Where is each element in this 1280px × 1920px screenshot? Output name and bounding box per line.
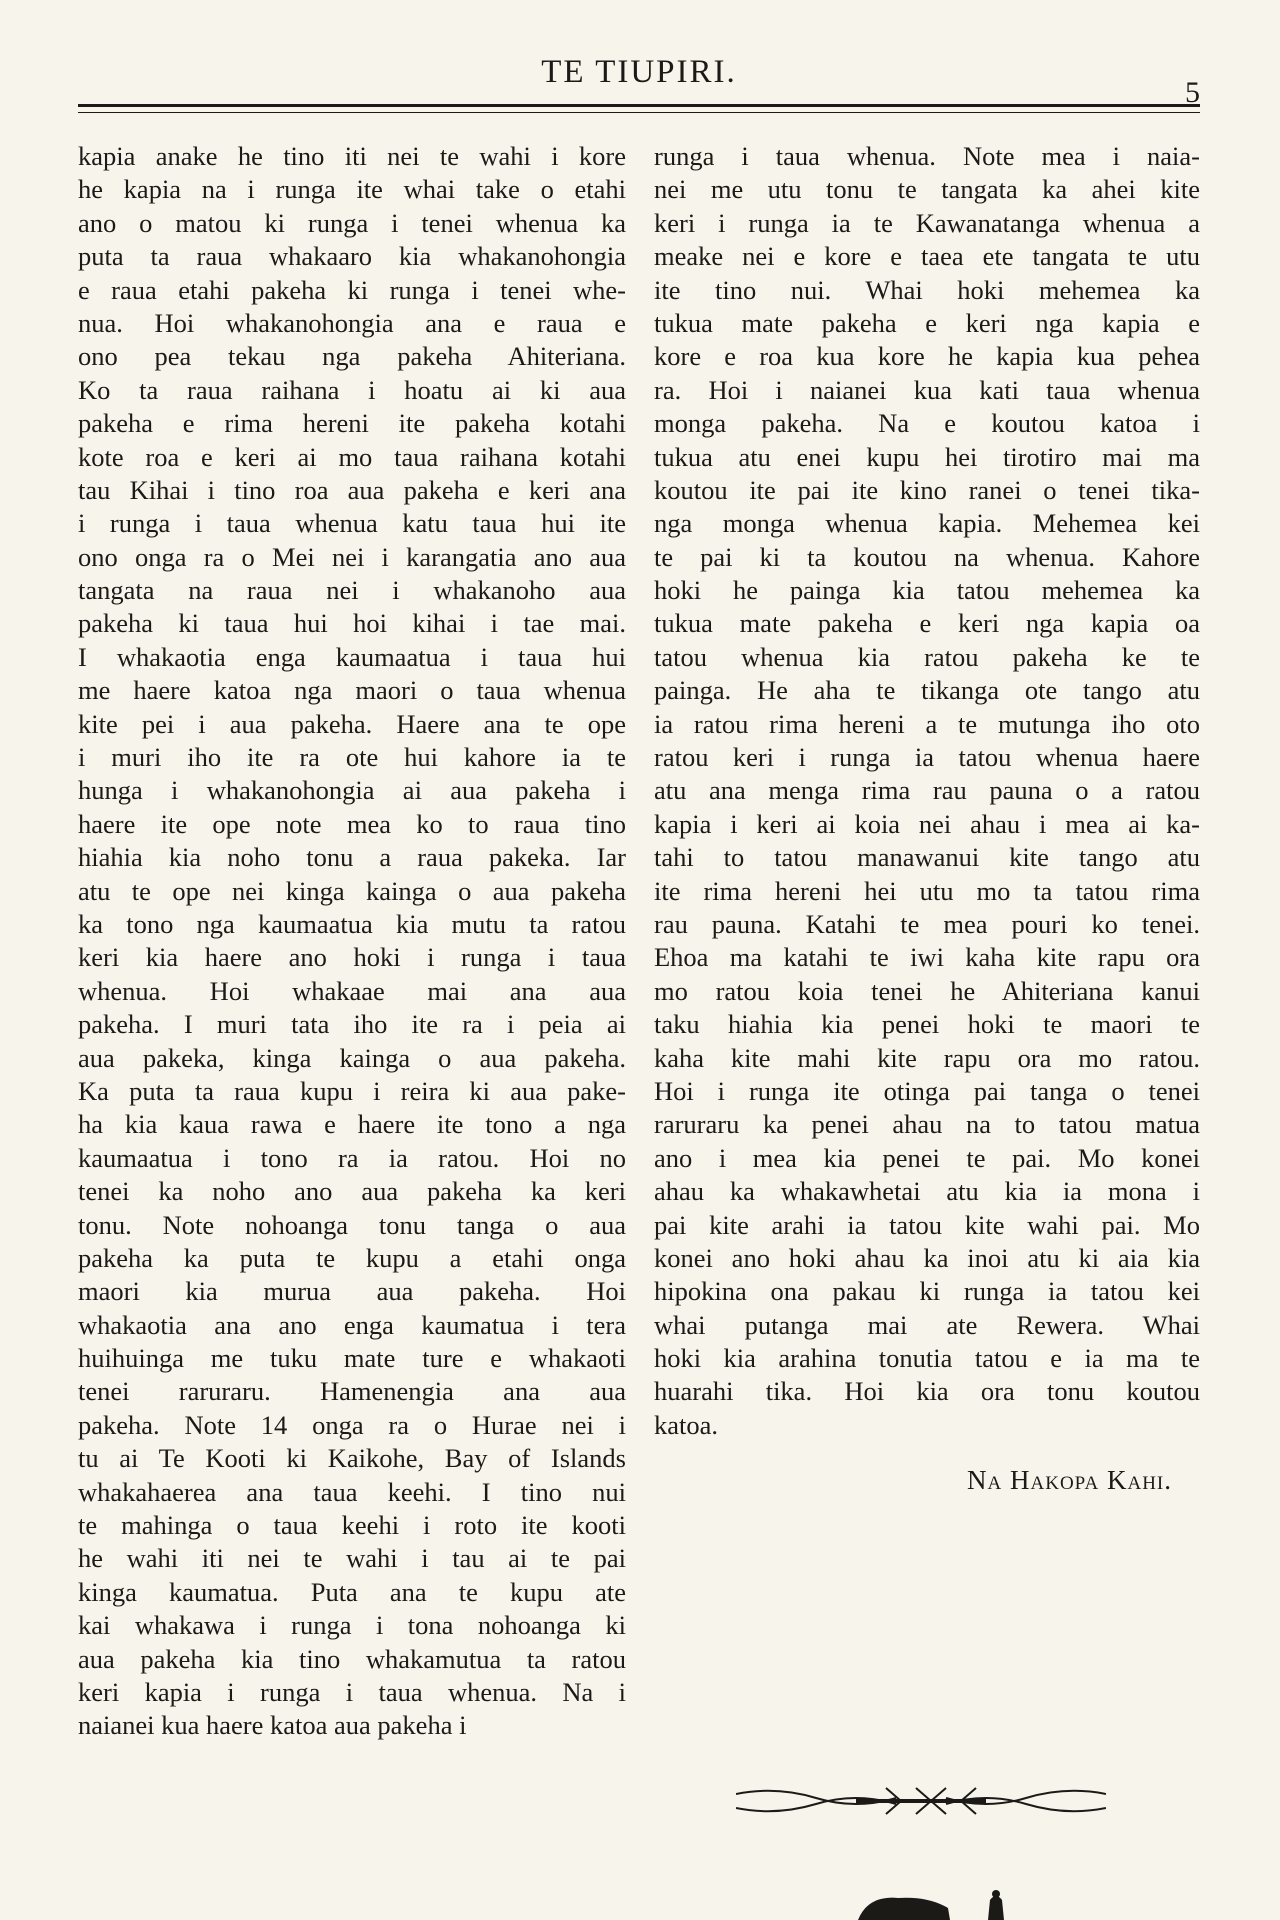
text-line: meake nei e kore e taea ete tangata te utu <box>654 241 1200 272</box>
text-line: konei ano hoki ahau ka inoi atu ki aia kia <box>654 1242 1200 1273</box>
text-line: he kapia na i runga ite whai take o etahi <box>78 174 626 205</box>
text-line: Ehoa ma katahi te iwi kaha kite rapu ora <box>654 942 1200 973</box>
text-line: hiahia kia noho tonu a raua pakeka. Iar <box>78 842 626 873</box>
text-line: i muri iho ite ra ote hui kahore ia te <box>78 742 626 773</box>
text-line: taku hiahia kia penei hoki te maori te <box>654 1009 1200 1040</box>
author-signature: Na Hakopa Kahi. <box>967 1465 1172 1496</box>
text-line: kote roa e keri ai mo taua raihana kotahi <box>78 441 626 472</box>
text-line: te mahinga o taua keehi i roto ite kooti <box>78 1510 626 1541</box>
horse-and-man-illustration <box>838 1890 1038 1920</box>
text-line: koutou ite pai ite kino ranei o tenei tika- <box>654 474 1200 505</box>
text-line: painga. He aha te tikanga ote tango atu <box>654 675 1200 706</box>
text-line: I whakaotia enga kaumaatua i taua hui <box>78 641 626 672</box>
text-line: huarahi tika. Hoi kia ora tonu koutou <box>654 1376 1200 1407</box>
header-rule-thick <box>78 104 1200 107</box>
page-title: TE TIUPIRI. <box>541 54 737 90</box>
text-line: tukua mate pakeha e keri nga kapia oa <box>654 608 1200 639</box>
text-line: keri kapia i runga i taua whenua. Na i <box>78 1676 626 1707</box>
text-line: aua pakeka, kinga kainga o aua pakeha. <box>78 1042 626 1073</box>
text-line: puta ta raua whakaaro kia whakanohongia <box>78 241 626 272</box>
text-line: ite tino nui. Whai hoki mehemea ka <box>654 274 1200 305</box>
right-text-column <box>654 140 1200 1498</box>
text-line: naianei kua haere katoa aua pakeha i <box>78 1710 467 1741</box>
text-line: ono pea tekau nga pakeha Ahiteriana. <box>78 341 626 372</box>
text-line: mo ratou koia tenei he Ahiteriana kanui <box>654 975 1200 1006</box>
text-line: e raua etahi pakeha ki runga i tenei whe- <box>78 274 626 305</box>
text-line: Hoi i runga ite otinga pai tanga o tenei <box>654 1075 1200 1106</box>
text-line: ano o matou ki runga i tenei whenua ka <box>78 207 626 238</box>
text-line: ia ratou rima hereni a te mutunga iho oto <box>654 708 1200 739</box>
text-line: kapia i keri ai koia nei ahau i mea ai ka- <box>654 808 1200 839</box>
text-line: huihuinga me tuku mate ture e whakaoti <box>78 1343 626 1374</box>
text-line: kinga kaumatua. Puta ana te kupu ate <box>78 1576 626 1607</box>
text-line: kaumaatua i tono ra ia ratou. Hoi no <box>78 1142 626 1173</box>
text-line: whenua. Hoi whakaae mai ana aua <box>78 975 626 1006</box>
text-line: ka tono nga kaumaatua kia mutu ta ratou <box>78 908 626 939</box>
text-line: tenei raruraru. Hamenengia ana aua <box>78 1376 626 1407</box>
page-header <box>78 52 1200 112</box>
text-line: tukua mate pakeha e keri nga kapia e <box>654 307 1200 338</box>
page-number: 5 <box>1185 76 1200 109</box>
text-line: pakeha ki taua hui hoi kihai i tae mai. <box>78 608 626 639</box>
left-text-column <box>78 140 626 1743</box>
text-line: hipokina ona pakau ki runga ia tatou kei <box>654 1276 1200 1307</box>
text-line: monga pakeha. Na e koutou katoa i <box>654 408 1200 439</box>
text-line: tangata na raua nei i whakanoho aua <box>78 575 626 606</box>
text-line: kite pei i aua pakeha. Haere ana te ope <box>78 708 626 739</box>
text-line: hoki he painga kia tatou mehemea ka <box>654 575 1200 606</box>
text-line: nga monga whenua kapia. Mehemea kei <box>654 508 1200 539</box>
text-line: tukua atu enei kupu hei tirotiro mai ma <box>654 441 1200 472</box>
text-line: whai putanga mai ate Rewera. Whai <box>654 1309 1200 1340</box>
text-line: whakaotia ana ano enga kaumatua i tera <box>78 1309 626 1340</box>
text-line: me haere katoa nga maori o taua whenua <box>78 675 626 706</box>
text-line: nei me utu tonu te tangata ka ahei kite <box>654 174 1200 205</box>
text-line: kapia anake he tino iti nei te wahi i kore <box>78 141 626 171</box>
text-line: atu ana menga rima rau pauna o a ratou <box>654 775 1200 806</box>
text-line: kore e roa kua kore he kapia kua pehea <box>654 341 1200 372</box>
text-line: pai kite arahi ia tatou kite wahi pai. Mo <box>654 1209 1200 1240</box>
text-line: ano i mea kia penei te pai. Mo konei <box>654 1142 1200 1173</box>
text-line: hoki kia arahina tonutia tatou e ia ma te <box>654 1343 1200 1374</box>
text-line: maori kia murua aua pakeha. Hoi <box>78 1276 626 1307</box>
text-line: pakeha. Note 14 onga ra o Hurae nei i <box>78 1409 626 1440</box>
text-line: keri i runga ia te Kawanatanga whenua a <box>654 207 1200 238</box>
text-line: tau Kihai i tino roa aua pakeha e keri ana <box>78 474 626 505</box>
text-line: he wahi iti nei te wahi i tau ai te pai <box>78 1543 626 1574</box>
text-line: ratou keri i runga ia tatou whenua haere <box>654 742 1200 773</box>
text-line: ahau ka whakawhetai atu kia ia mona i <box>654 1176 1200 1207</box>
text-line: rau pauna. Katahi te mea pouri ko tenei. <box>654 908 1200 939</box>
text-line: pakeha. I muri tata iho ite ra i peia ai <box>78 1009 626 1040</box>
text-line: nua. Hoi whakanohongia ana e raua e <box>78 307 626 338</box>
text-line: tahi to tatou manawanui kite tango atu <box>654 842 1200 873</box>
text-line: raruraru ka penei ahau na to tatou matua <box>654 1109 1200 1140</box>
text-line: tonu. Note nohoanga tonu tanga o aua <box>78 1209 626 1240</box>
text-line: ra. Hoi i naianei kua kati taua whenua <box>654 374 1200 405</box>
text-line: kai whakawa i runga i tona nohoanga ki <box>78 1610 626 1641</box>
text-line: i runga i taua whenua katu taua hui ite <box>78 508 626 539</box>
text-line: Ka puta ta raua kupu i reira ki aua pake- <box>78 1075 626 1106</box>
text-line: ite rima hereni hei utu mo ta tatou rima <box>654 875 1200 906</box>
text-line: ono onga ra o Mei nei i karangatia ano aua <box>78 541 626 572</box>
text-line: atu te ope nei kinga kainga o aua pakeha <box>78 875 626 906</box>
text-line: tatou whenua kia ratou pakeha ke te <box>654 641 1200 672</box>
text-line: kaha kite mahi kite rapu ora mo ratou. <box>654 1042 1200 1073</box>
text-line: hunga i whakanohongia ai aua pakeha i <box>78 775 626 806</box>
text-line: pakeha e rima hereni ite pakeha kotahi <box>78 408 626 439</box>
text-line: katoa. <box>654 1409 719 1440</box>
text-line: runga i taua whenua. Note mea i naia- <box>654 141 1200 171</box>
text-line: aua pakeha kia tino whakamutua ta ratou <box>78 1643 626 1674</box>
text-line: keri kia haere ano hoki i runga i taua <box>78 942 626 973</box>
text-line: pakeha ka puta te kupu a etahi onga <box>78 1242 626 1273</box>
decorative-ornament-divider <box>736 1776 1106 1826</box>
header-rule-thin <box>78 112 1200 113</box>
text-line: te pai ki ta koutou na whenua. Kahore <box>654 541 1200 572</box>
text-line: tu ai Te Kooti ki Kaikohe, Bay of Islands <box>78 1443 626 1474</box>
text-line: whakahaerea ana taua keehi. I tino nui <box>78 1476 626 1507</box>
text-line: Ko ta raua raihana i hoatu ai ki aua <box>78 374 626 405</box>
text-line: haere ite ope note mea ko to raua tino <box>78 808 626 839</box>
text-line: tenei ka noho ano aua pakeha ka keri <box>78 1176 626 1207</box>
text-line: ha kia kaua rawa e haere ite tono a nga <box>78 1109 626 1140</box>
